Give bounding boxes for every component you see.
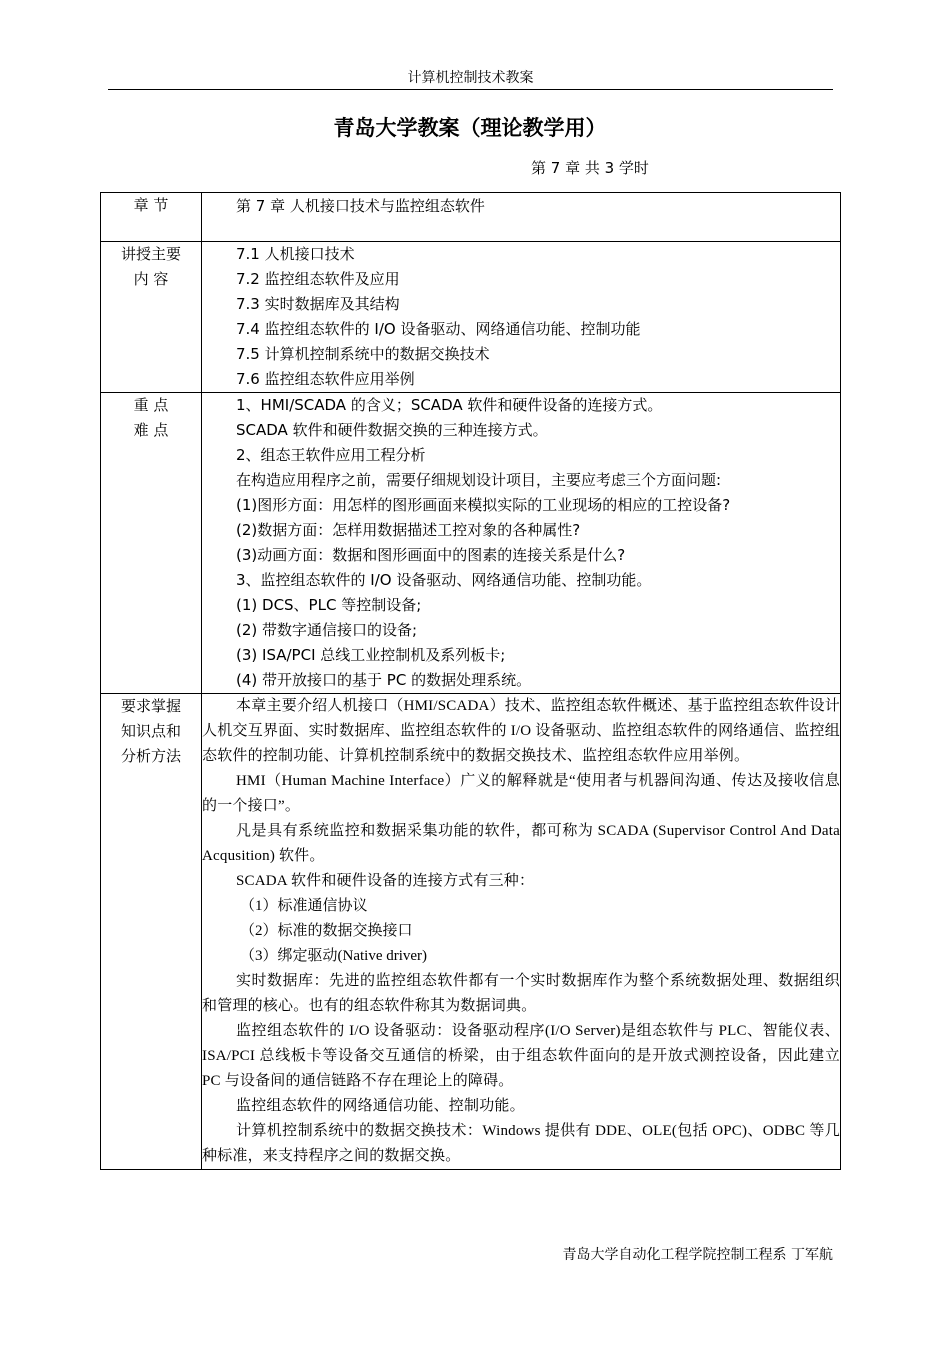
requirements-label-line3: 分析方法: [120, 747, 181, 765]
list-item: 7.2 监控组态软件及应用: [236, 270, 400, 288]
keypoint-line: (3) ISA/PCI 总线工业控制机及系列板卡;: [236, 646, 506, 664]
keypoint-line: (3)动画方面：数据和图形画面中的图素的连接关系是什么?: [236, 546, 626, 564]
table-row-chapter: [101, 193, 841, 242]
requirements-cell: [202, 694, 841, 1170]
chapter-hours: 第 7 章 共 3 学时: [531, 159, 649, 177]
keypoint-line: (2)数据方面：怎样用数据描述工控对象的各种属性?: [236, 521, 581, 539]
header-rule: [108, 89, 833, 90]
list-item: 7.1 人机接口技术: [236, 245, 355, 263]
chapter-label-cell: [101, 193, 202, 242]
chapter-label: 章 节: [133, 196, 169, 214]
keypoint-line: 1、HMI/SCADA 的含义；SCADA 软件和硬件设备的连接方式。: [236, 396, 663, 414]
keypoint-line: SCADA 软件和硬件数据交换的三种连接方式。: [236, 421, 548, 439]
paragraph: 实时数据库：先进的监控组态软件都有一个实时数据库作为整个系统数据处理、数据组织和管理的核心。也有的组态软件称其为数据词典。: [202, 973, 840, 1014]
chapter-name: 第 7 章 人机接口技术与监控组态软件: [236, 197, 485, 215]
content-list-cell: [202, 242, 841, 393]
content-label-line1: 讲授主要: [120, 245, 181, 263]
requirements-label-line2: 知识点和: [120, 722, 181, 740]
keypoints-cell: [202, 393, 841, 694]
requirements-label-line1: 要求掌握: [120, 697, 181, 715]
keypoints-label-line2: 难 点: [133, 421, 169, 439]
keypoints-label-cell: [101, 393, 202, 694]
list-item: 7.4 监控组态软件的 I/O 设备驱动、网络通信功能、控制功能: [236, 320, 641, 338]
paragraph: 监控组态软件的 I/O 设备驱动：设备驱动程序(I/O Server)是组态软件与 PLC、智能仪表、ISA/PCI 总线板卡等设备交互通信的桥梁，由于组态软件面向的是开放式测控设备，因此建立 PC 与设备间的通信链路不存在理论上的障碍。: [202, 1023, 840, 1089]
paragraph: 凡是具有系统监控和数据采集功能的软件，都可称为 SCADA (Supervisor Control And Data Acqusition) 软件。: [202, 823, 840, 864]
paragraph: 计算机控制系统中的数据交换技术：Windows 提供有 DDE、OLE(包括 OPC)、ODBC 等几种标准，来支持程序之间的数据交换。: [202, 1123, 840, 1164]
sub-item: （1）标准通信协议: [240, 898, 368, 914]
list-item: 7.5 计算机控制系统中的数据交换技术: [236, 345, 490, 363]
keypoint-line: 2、组态王软件应用工程分析: [236, 446, 426, 464]
table-row-content: [101, 242, 841, 393]
list-item: 7.3 实时数据库及其结构: [236, 295, 400, 313]
keypoint-line: (4) 带开放接口的基于 PC 的数据处理系统。: [236, 671, 532, 689]
keypoint-line: (1) DCS、PLC 等控制设备;: [236, 596, 422, 614]
paragraph: HMI（Human Machine Interface）广义的解释就是“使用者与机器间沟通、传达及接收信息的一个接口”。: [202, 773, 840, 814]
keypoint-line: (2) 带数字通信接口的设备;: [236, 621, 418, 639]
paragraph: SCADA 软件和硬件设备的连接方式有三种：: [236, 873, 535, 889]
list-item: 7.6 监控组态软件应用举例: [236, 370, 415, 388]
table-row-requirements: [101, 694, 841, 1170]
sub-item: （3）绑定驱动(Native driver): [240, 948, 428, 964]
running-header: 计算机控制技术教案: [407, 70, 534, 86]
keypoint-line: 在构造应用程序之前，需要仔细规划设计项目，主要应考虑三个方面问题:: [236, 471, 722, 489]
paragraph: 监控组态软件的网络通信功能、控制功能。: [236, 1098, 525, 1114]
sub-item: （2）标准的数据交换接口: [240, 923, 413, 939]
chapter-content-cell: [202, 193, 841, 242]
page-footer: 青岛大学自动化工程学院控制工程系 丁军航: [562, 1247, 833, 1263]
table-row-keypoints: [101, 393, 841, 694]
paragraph: 本章主要介绍人机接口（HMI/SCADA）技术、监控组态软件概述、基于监控组态软件设计人机交互界面、实时数据库、监控组态软件的 I/O 设备驱动、监控组态软件的网络通信、监控组态软件的控制功能、计算机控制系统中的数据交换技术、监控组态软件应用举例。: [202, 698, 840, 764]
content-label-line2: 内 容: [133, 270, 169, 288]
document-title: 青岛大学教案（理论教学用）: [333, 116, 607, 140]
keypoint-line: (1)图形方面：用怎样的图形画面来模拟实际的工业现场的相应的工控设备?: [236, 496, 731, 514]
lesson-plan-table: [100, 192, 841, 1170]
keypoints-label-line1: 重 点: [133, 396, 169, 414]
keypoint-line: 3、监控组态软件的 I/O 设备驱动、网络通信功能、控制功能。: [236, 571, 652, 589]
requirements-label-cell: [101, 694, 202, 1170]
content-label-cell: [101, 242, 202, 393]
